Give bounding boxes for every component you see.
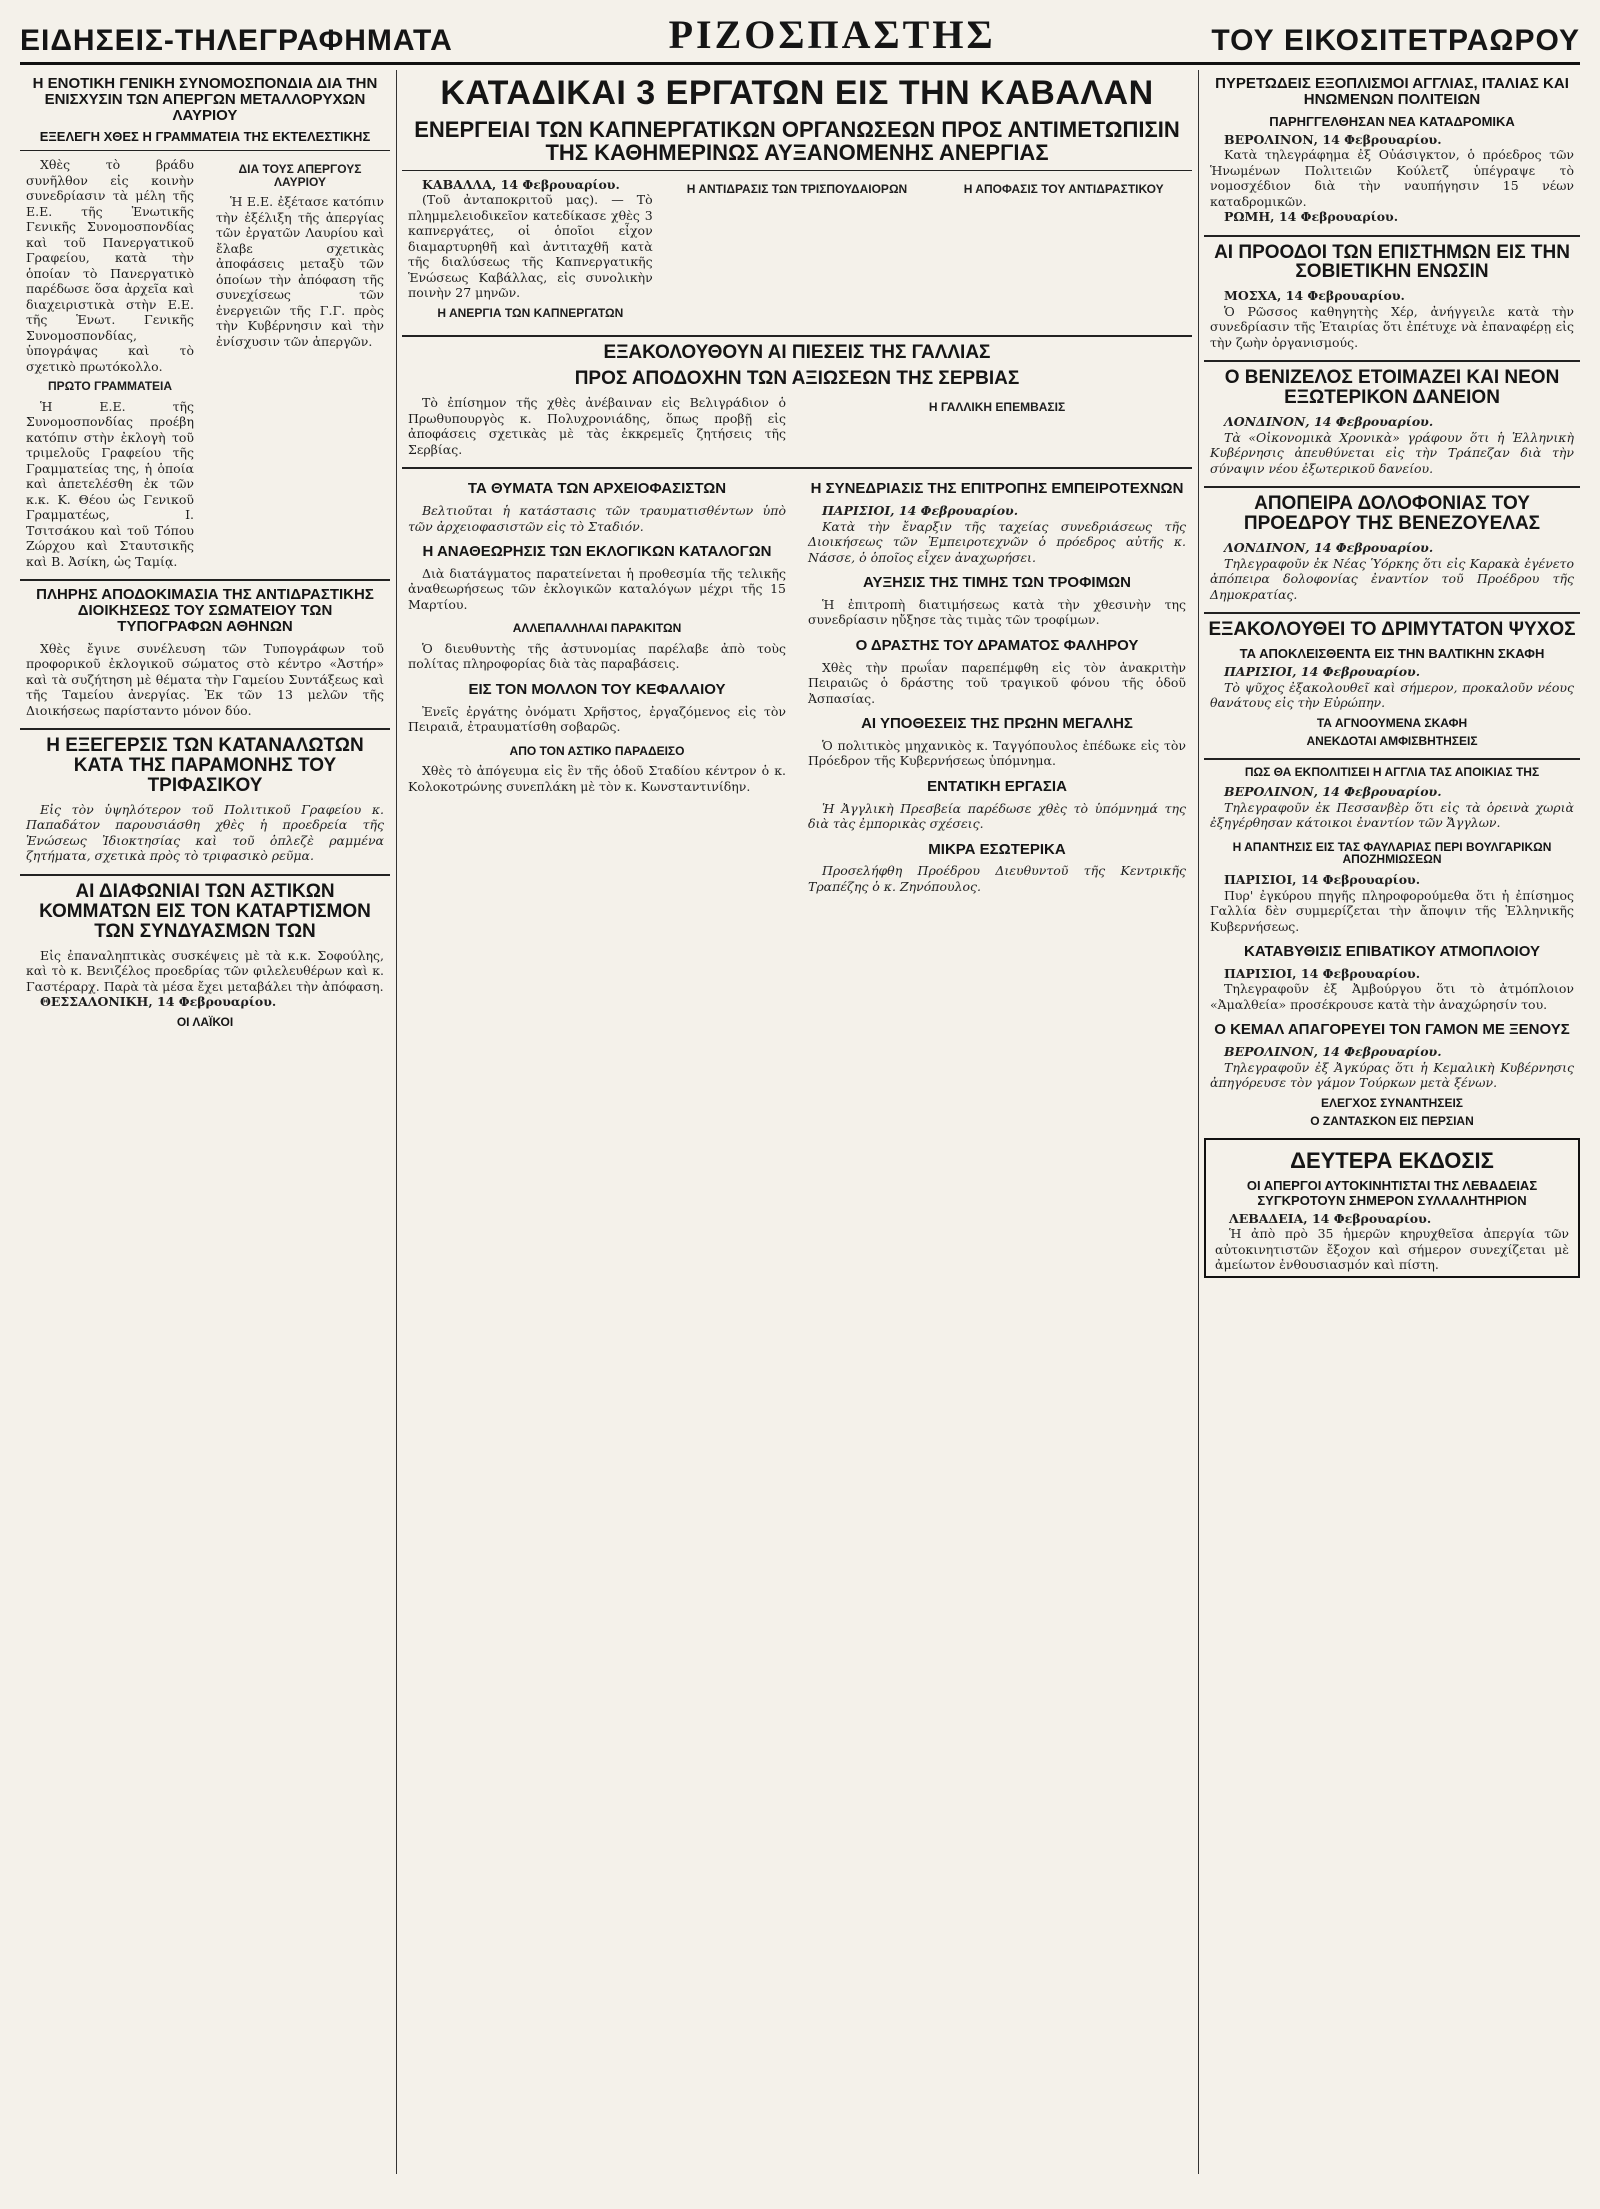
article-typographers <box>20 587 390 718</box>
headline: Ο ΔΡΑΣΤΗΣ ΤΟΥ ΔΡΑΜΑΤΟΣ ΦΑΛΗΡΟΥ <box>855 636 1139 654</box>
section-heading: ΤΑ ΑΓΝΟΟΥΜΕΝΑ ΣΚΑΦΗ <box>1316 715 1468 730</box>
article-text: Ὁ Ρῶσσος καθηγητὴς Χέρ, ἀνήγγειλε κατὰ τὴν συνεδρίασιν τῆς Ἑταιρίας ὅτι ἐπέτυχε νὰ ἐπαναφέρῃ εἰς τὴν ζωὴν ὀργανισμούς. <box>1210 303 1574 350</box>
article-pireas <box>402 622 792 672</box>
article-text: Κατὰ τὴν ἔναρξιν τῆς ταχείας συνεδριάσεως τῆς Διοικήσεως τῶν Ἐμπειροτεχνῶν ὁ πρόεδρος αὐτῆς κ. Νάσσε, ὁ ὁποῖος εἶχεν ἀναχωρήσει. <box>808 518 1186 565</box>
article-text: Ἐνεῖς ἐργάτης ὀνόματι Χρῆστος, ἐργαζόμενος εἰς τὸν Πειραιᾶ, ἐτραυματίσθη σοβαρῶς. <box>408 703 786 735</box>
headline-secondary: ΕΝΕΡΓΕΙΑΙ ΤΩΝ ΚΑΠΝΕΡΓΑΤΙΚΩΝ ΟΡΓΑΝΩΣΕΩΝ ΠΡΟΣ ΑΝΤΙΜΕΤΩΠΙΣΙΝ ΤΗΣ ΚΑΘΗΜΕΡΙΝΩΣ ΑΥΞΑΝΟΜΕΝΗΣ ΑΝΕΡΓΙΑΣ <box>414 116 1180 165</box>
section-heading: Η ΓΑΛΛΙΚΗ ΕΠΕΜΒΑΣΙΣ <box>928 400 1066 415</box>
article-text: Ἡ Ἀγγλικὴ Πρεσβεία παρέδωσε χθὲς τὸ ὑπόμνημά της διὰ τὰς ἐμπορικὰς σχέσεις. <box>808 800 1186 832</box>
article-bulgarian <box>1204 841 1580 934</box>
dateline: ΒΕΡΟΛΙΝΟΝ, 14 Φεβρουαρίου. <box>1224 131 1442 147</box>
headline: ΚΑΤΑΔΙΚΑΙ 3 ΕΡΓΑΤΩΝ ΕΙΣ ΤΗΝ ΚΑΒΑΛΑΝ <box>440 74 1154 112</box>
article-text: Ὁ διευθυντὴς τῆς ἀστυνομίας παρέλαβε ἀπὸ τοὺς πολίτας πληροφορίας διὰ τὰς παραβάσεις. <box>408 640 786 672</box>
headline: ΕΞΑΚΟΛΟΥΘΕΙ ΤΟ ΔΡΙΜΥΤΑΤΟΝ ΨΥΧΟΣ <box>1208 619 1576 641</box>
headline: Ο ΚΕΜΑΛ ΑΠΑΓΟΡΕΥΕΙ ΤΟΝ ΓΑΜΟΝ ΜΕ ΞΕΝΟΥΣ <box>1214 1021 1570 1039</box>
article-text: Ἡ Ε.Ε. τῆς Συνομοσπονδίας προέβη κατόπιν στὴν ἐκλογὴ τοῦ τριμελοῦς Γραφείου τῆς Γραμματείας της, ἡ ὁποία καὶ ἀπετελέσθη ἐκ τῶν κ.κ. Κ. Θέου ὡς Γενικοῦ Γραμματέως, Ι. Τσιτσάκου καὶ τοῦ Τόπου Ζώρχου καὶ Σταυτσικῆς καὶ Β. Ἀσίκη, ὡς Ταμίᾳ. <box>26 398 194 569</box>
article-text: Τὰ «Οἰκονομικὰ Χρονικὰ» γράφουν ὅτι ἡ Ἑλληνικὴ Κυβέρνησις ἀπευθύνεται εἰς τὴν Τράπεζαν διὰ τὴν σύναψιν νέου ἐξωτερικοῦ δανείου. <box>1210 429 1574 476</box>
article-ypotheseis <box>802 716 1192 769</box>
dateline: ΠΑΡΙΣΙΟΙ, 14 Φεβρουαρίου. <box>1224 965 1421 981</box>
newspaper-page <box>20 14 1580 2174</box>
article-timon <box>802 575 1192 628</box>
section-heading: ΑΛΛΕΠΑΛΛΗΛΑΙ ΠΑΡΑΚΙΤΩΝ <box>512 621 682 636</box>
headline: ΚΑΤΑΒΥΘΙΣΙΣ ΕΠΙΒΑΤΙΚΟΥ ΑΤΜΟΠΛΟΙΟΥ <box>1244 943 1540 961</box>
subheadline: ΕΞΕΛΕΓΗ ΧΘΕΣ Η ΓΡΑΜΜΑΤΕΙΑ ΤΗΣ ΕΚΤΕΛΕΣΤΙΚΗΣ <box>39 129 371 145</box>
columns <box>20 70 1580 2174</box>
subheadline: ΠΑΡΗΓΓΕΛΘΗΣΑΝ ΝΕΑ ΚΑΤΑΔΡΟΜΙΚΑ <box>1269 113 1515 129</box>
article-france <box>402 343 1192 457</box>
article-text: Χθὲς τὸ ἀπόγευμα εἰς ἓν τῆς ὁδοῦ Σταδίου κέντρον ὁ κ. Κολοκοτρώνης συνεπλάκη μὲ τὸν κ. Κωνσταντινίδην. <box>408 763 786 794</box>
article-venizelos <box>1204 368 1580 476</box>
dateline: ΘΕΣΣΑΛΟΝΙΚΗ, 14 Φεβρουαρίου. <box>40 994 277 1010</box>
article-second-edition <box>1204 1138 1580 1278</box>
headline: Η ΣΥΝΕΔΡΙΑΣΙΣ ΤΗΣ ΕΠΙΤΡΟΠΗΣ ΕΜΠΕΙΡΟΤΕΧΝΩΝ <box>810 480 1184 498</box>
section-heading: ΕΛΕΓΧΟΣ ΣΥΝΑΝΤΗΣΕΙΣ <box>1320 1095 1464 1110</box>
article-soviet-science <box>1204 243 1580 351</box>
dateline: ΠΑΡΙΣΙΟΙ, 14 Φεβρουαρίου. <box>1224 664 1421 680</box>
headline: ΜΙΚΡΑ ΕΣΩΤΕΡΙΚΑ <box>928 840 1066 858</box>
dateline: ΛΕΒΑΔΕΙΑ, 14 Φεβρουαρίου. <box>1229 1210 1432 1226</box>
article-text: Τηλεγραφοῦν ἐκ Πεσσανβὲρ ὅτι εἰς τὰ ὁρεινὰ χωριὰ ἐξηγέρθησαν κάτοικοι ἐναντίον τῶν Ἄγγλων. <box>1210 799 1574 831</box>
article-cold <box>1204 620 1580 748</box>
headline: ΠΩΣ ΘΑ ΕΚΠΟΛΙΤΙΣΕΙ Η ΑΓΓΛΙΑ ΤΑΣ ΑΠΟΙΚΙΑΣ ΤΗΣ <box>1244 764 1540 779</box>
article-text: Κατὰ τηλεγράφημα ἐξ Οὐάσιγκτον, ὁ πρόεδρος τῶν Ἡνωμένων Πολιτειῶν Κούλετζ ὑπέγραψε τὸ νομοσχέδιον διὰ τὴν ναυπήγησιν 15 νέων καταδρομικῶν. <box>1210 147 1574 209</box>
article-text: Ὁ πολιτικὸς μηχανικὸς κ. Ταγγόπουλος ἐπέδωκε εἰς τὸν Πρόεδρον τῆς Κυβερνήσεως ὑπόμνημα. <box>808 737 1186 769</box>
section-heading: ΠΡΩΤΟ ΓΡΑΜΜΑΤΕΙΑ <box>47 379 173 394</box>
bottom-grid <box>402 475 1192 904</box>
article-text: Ἡ Ε.Ε. ἐξέτασε κατόπιν τὴν ἐξέλιξη τῆς ἀπεργίας τῶν ἐργατῶν Λαυρίου καὶ ἔλαβε σχετικὰς ἀποφάσεις μεταξὺ τῶν ὁποίων τὴν ἀπόφαση τῆς συνεχίσεως τῶν ἐνεργειῶν τῆς Γ.Γ. πρὸς τὴν Κυβέρνησιν καὶ τὴν ἐνίσχυσιν τῶν ἀπεργῶν. <box>216 194 384 349</box>
article-text: Τὸ ψῦχος ἐξακολουθεῖ καὶ σήμερον, προκαλοῦν νέους θανάτους εἰς τὴν Εὐρώπην. <box>1210 679 1574 711</box>
headline: Η ΕΝΟΤΙΚΗ ΓΕΝΙΚΗ ΣΥΝΟΜΟΣΠΟΝΔΙΑ ΔΙΑ ΤΗΝ ΕΝΙΣΧΥΣΙΝ ΤΩΝ ΑΠΕΡΓΩΝ ΜΕΤΑΛΛΟΡΥΧΩΝ ΛΑΥΡΙΟΥ <box>32 75 378 124</box>
headline: ΑΥΞΗΣΙΣ ΤΗΣ ΤΙΜΗΣ ΤΩΝ ΤΡΟΦΙΜΩΝ <box>863 574 1131 592</box>
headline: ΕΞΑΚΟΛΟΥΘΟΥΝ ΑΙ ΠΙΕΣΕΙΣ ΤΗΣ ΓΑΛΛΙΑΣ <box>603 342 991 364</box>
section-heading: ΔΙΑ ΤΟΥΣ ΑΠΕΡΓΟΥΣ ΛΑΥΡΙΟΥ <box>238 162 362 189</box>
article-text: Διὰ διατάγματος παρατείνεται ἡ προθεσμία τῆς τελικῆς ἀναθεωρήσεως τῶν ἐκλογικῶν καταλόγων μέχρι τῆς 15 Μαρτίου. <box>408 565 786 612</box>
article-text: Τηλεγραφοῦν ἐξ Ἀγκύρας ὅτι ἡ Κεμαλικὴ Κυβέρνησις ἀπηγόρευσε τὸν γάμον Τούρκων μετὰ ξένων. <box>1210 1059 1574 1091</box>
headline: ΠΛΗΡΗΣ ΑΠΟΔΟΚΙΜΑΣΙΑ ΤΗΣ ΑΝΤΙΔΡΑΣΤΙΚΗΣ ΔΙΟΙΚΗΣΕΩΣ ΤΟΥ ΣΩΜΑΤΕΙΟΥ ΤΩΝ ΤΥΠΟΓΡΑΦΩΝ ΑΘΗΝΩΝ <box>36 586 374 635</box>
subheadline: ΤΑ ΑΠΟΚΛΕΙΣΘΕΝΤΑ ΕΙΣ ΤΗΝ ΒΑΛΤΙΚΗΝ ΣΚΑΦΗ <box>1239 646 1545 662</box>
headline: ΔΕΥΤΕΡΑ ΕΚΔΟΣΙΣ <box>1290 1147 1494 1173</box>
newspaper-title: ΡΙΖΟΣΠΑΣΤΗΣ <box>668 12 996 57</box>
headline: ΑΠΟΠΕΙΡΑ ΔΟΛΟΦΟΝΙΑΣ ΤΟΥ ΠΡΟΕΔΡΟΥ ΤΗΣ ΒΕΝΕΖΟΥΕΛΑΣ <box>1243 493 1541 535</box>
headline: ΕΝΤΑΤΙΚΗ ΕΡΓΑΣΙΑ <box>927 777 1067 795</box>
headline: Η ΕΞΕΓΕΡΣΙΣ ΤΩΝ ΚΑΤΑΝΑΛΩΤΩΝ ΚΑΤΑ ΤΗΣ ΠΑΡΑΜΟΝΗΣ ΤΟΥ ΤΡΙΦΑΣΙΚΟΥ <box>46 735 364 796</box>
section-heading: ΟΙ ΛΑΪΚΟΙ <box>176 1014 234 1029</box>
article-eklog <box>402 544 792 612</box>
column-right <box>1204 70 1580 2174</box>
masthead-left: ΕΙΔΗΣΕΙΣ-ΤΗΛΕΓΡΑΦΗΜΑΤΑ <box>20 24 453 57</box>
article-asty <box>402 745 792 795</box>
dateline: ΠΑΡΙΣΙΟΙ, 14 Φεβρουαρίου. <box>1224 872 1421 888</box>
article-epitropi <box>802 481 1192 565</box>
headline: ΠΥΡΕΤΩΔΕΙΣ ΕΞΟΠΛΙΣΜΟΙ ΑΓΓΛΙΑΣ, ΙΤΑΛΙΑΣ ΚΑΙ ΗΝΩΜΕΝΩΝ ΠΟΛΙΤΕΙΩΝ <box>1215 75 1569 108</box>
article-text: Χθὲς τὸ βράδυ συνῆλθον εἰς κοινὴν συνεδρίασιν τὰ μέλη τῆς Ε.Ε. τῆς Ἑνωτικῆς Γενικῆς Συνομοσπονδίας καὶ τοῦ Πανεργατικοῦ Γραφείου, κατὰ τὴν ὁποίαν τὸ Πανεργατικὸ παρέδωσε ὅσα ἀρχεῖα καὶ διαχειριστικὰ στὴν Ε.Ε. τῆς Ἑνωτ. Γενικῆς Συνομοσπονδίας, ὑπογράψας καὶ τὸ σχετικὸ πρωτόκολλο. <box>26 157 194 374</box>
headline: Ο ΒΕΝΙΖΕΛΟΣ ΕΤΟΙΜΑΖΕΙ ΚΑΙ ΝΕΟΝ ΕΞΩΤΕΡΙΚΟΝ ΔΑΝΕΙΟΝ <box>1224 367 1560 409</box>
dateline: ΜΟΣΧΑ, 14 Φεβρουαρίου. <box>1224 288 1405 304</box>
headline-secondary: ΠΡΟΣ ΑΠΟΔΟΧΗΝ ΤΩΝ ΑΞΙΩΣΕΩΝ ΤΗΣ ΣΕΡΒΙΑΣ <box>574 368 1020 390</box>
article-kemal <box>1204 1022 1580 1127</box>
article-steamship <box>1204 944 1580 1012</box>
masthead <box>20 14 1580 65</box>
article-mikra <box>802 842 1192 895</box>
headline: Η ΑΠΑΝΤΗΣΙΣ ΕΙΣ ΤΑΣ ΦΑΥΛΑΡΙΑΣ ΠΕΡΙ ΒΟΥΛΓΑΡΙΚΩΝ ΑΠΟΖΗΜΙΩΣΕΩΝ <box>1232 839 1552 867</box>
dateline: ΠΑΡΙΣΙΟΙ, 14 Φεβρουαρίου. <box>822 503 1019 519</box>
article-colonies <box>1204 766 1580 831</box>
article-text: Χθὲς ἔγινε συνέλευση τῶν Τυπογράφων τοῦ προφορικοῦ ἐκλογικοῦ σώματος στὸ κέντρο «Ἀστήρ» καὶ τὰ συζήτηση μὲ θέματα τὴν Γαμείου Συντάξεως καὶ τῆς Ταμείου ἀνεργίας. Ἐκ τῶν 13 μελῶν τῆς Διοικήσεως παρίσταντο μόνον δύο. <box>26 640 384 718</box>
masthead-right: ΤΟΥ ΕΙΚΟΣΙΤΕΤΡΑΩΡΟΥ <box>1211 24 1580 57</box>
article-text: Εἰς τὸν ὑψηλότερον τοῦ Πολιτικοῦ Γραφείου κ. Παπαδάτον παρουσιάσθη χθὲς ἡ προεδρεία τῆς Ἑνώσεως Ἰδιοκτησίας καὶ τοῦ ὁπλεζὲ ραμμένα ζητήματα, σχετικὰ πρὸς τὸ τριφασικὸ ρεῦμα. <box>26 801 384 864</box>
section-heading: Ο ΖΑΝΤΑΣΚΟΝ ΕΙΣ ΠΕΡΣΙΑΝ <box>1310 1114 1474 1129</box>
section-heading: Η ΑΝΤΙΔΡΑΣΙΣ ΤΩΝ ΤΡΙΣΠΟΥΔΑΙΟΡΩΝ <box>686 181 908 196</box>
article-kavala <box>402 76 1192 325</box>
article-text: (Τοῦ ἀνταποκριτοῦ μας). — Τὸ πλημμελειοδικεῖον κατεδίκασε χθὲς 3 καπνεργάτες, οἱ ὁποῖοι εἶχον διαμαρτυρηθῆ καὶ ἀντιταχθῆ κατὰ τῆς διαλύσεως τῆς Καπνεργατικῆς Ἑνώσεως Καβάλλας, εἰς συνολικὴν ποινὴν 27 μηνῶν. <box>408 192 653 301</box>
article-drastis <box>802 638 1192 706</box>
headline: ΑΙ ΥΠΟΘΕΣΕΙΣ ΤΗΣ ΠΡΩΗΝ ΜΕΓΑΛΗΣ <box>861 715 1133 733</box>
article-text: Πυρ' ἐγκύρου πηγῆς πληροφορούμεθα ὅτι ἡ ἐπίσημος Γαλλία δὲν συμμερίζεται τὴν ἄποψιν τῆς Ἑλληνικῆς Κυβερνήσεως. <box>1210 887 1574 934</box>
article-text: Εἰς ἐπαναληπτικὰς συσκέψεις μὲ τὰ κ.κ. Σοφούλης, καὶ τὸ κ. Βενιζέλος προεδρίας τῶν φιλελευθέρων καὶ κ. Γαστέραρχ. Παρὰ τὰ μέσα ἔχει μεταβάλει τὴν ἀπόφαση. <box>26 947 384 994</box>
article-text: Τὸ ἐπίσημον τῆς χθὲς ἀνέβαιναν εἰς Βελιγράδιον ὁ Πρωθυπουργὸς κ. Πολυχρονιάδης, ὅπως προβῇ εἰς ἀποφάσεις σχετικὰς μὲ τὰς ἐκκρεμεῖς ζητήσεις τῆς Σερβίας. <box>408 395 786 457</box>
article-text: Τηλεγραφοῦν ἐκ Νέας Ὑόρκης ὅτι εἰς Καρακὰ ἐγένετο ἀπόπειρα δολοφονίας ἐναντίον τοῦ Προέδρου τῆς Δημοκρατίας. <box>1210 555 1574 602</box>
dateline: ΒΕΡΟΛΙΝΟΝ, 14 Φεβρουαρίου. <box>1224 1044 1442 1060</box>
article-text: Τηλεγραφοῦν ἐξ Ἀμβούργου ὅτι τὸ ἀτμόπλοιον «Ἀμαλθεία» προσέκρουσε κατὰ τὴν ἀναχώρησίν του. <box>1210 981 1574 1012</box>
headline: Η ΑΝΑΘΕΩΡΗΣΙΣ ΤΩΝ ΕΚΛΟΓΙΚΩΝ ΚΑΤΑΛΟΓΩΝ <box>422 543 772 561</box>
headline: ΕΙΣ ΤΟΝ ΜΟΛΛΟΝ ΤΟΥ ΚΕΦΑΛΑΙΟΥ <box>468 680 726 698</box>
article-text: Βελτιοῦται ἡ κατάστασις τῶν τραυματισθέντων ὑπὸ τῶν ἀρχειοφασιστῶν εἰς τὸ Σταδιόν. <box>408 503 786 534</box>
dateline: ΡΩΜΗ, 14 Φεβρουαρίου. <box>1224 209 1399 224</box>
article-text: Χθὲς τὴν πρωΐαν παρεπέμφθη εἰς τὸν ἀνακριτὴν Πειραιῶς ὁ δράστης τοῦ τραγικοῦ φόνου τῆς ὁδοῦ Ἀσπασίας. <box>808 659 1186 706</box>
column-left <box>20 70 390 2174</box>
article-mollos <box>402 682 792 735</box>
section-heading: Η ΑΝΕΡΓΙΑ ΤΩΝ ΚΑΠΝΕΡΓΑΤΩΝ <box>437 305 624 320</box>
dateline: ΛΟΝΔΙΝΟΝ, 14 Φεβρουαρίου. <box>1224 414 1434 430</box>
article-consumers <box>20 736 390 864</box>
article-text: Ἡ ἐπιτροπὴ διατιμήσεως κατὰ τὴν χθεσινὴν της συνεδρίασιν ηὔξησε τὰς τιμὰς τῶν τροφίμων. <box>808 596 1186 628</box>
article-parties <box>20 882 390 1028</box>
article-entatiki <box>802 779 1192 832</box>
subheadline: ΟΙ ΑΠΕΡΓΟΙ ΑΥΤΟΚΙΝΗΤΙΣΤΑΙ ΤΗΣ ΛΕΒΑΔΕΙΑΣ ΣΥΓΚΡΟΤΟΥΝ ΣΗΜΕΡΟΝ ΣΥΛΛΑΛΗΤΗΡΙΟΝ <box>1246 1177 1538 1208</box>
dateline: ΒΕΡΟΛΙΝΟΝ, 14 Φεβρουαρίου. <box>1224 784 1442 800</box>
article-text: Ἡ ἀπὸ πρὸ 35 ἡμερῶν κηρυχθεῖσα ἀπεργία τῶν αὐτοκινητιστῶν ἔξοχον καὶ σήμερον συνεχίζεται μὲ ἀμείωτον ἐνθουσιασμόν καὶ πίστη. <box>1215 1226 1569 1273</box>
dateline: ΚΑΒΑΛΛΑ, 14 Φεβρουαρίου. <box>422 176 620 192</box>
article-archeio <box>402 481 792 534</box>
section-heading: ΑΝΕΚΔΟΤΑΙ ΑΜΦΙΣΒΗΤΗΣΕΙΣ <box>1306 734 1478 749</box>
column-center <box>402 70 1192 2174</box>
dateline: ΛΟΝΔΙΝΟΝ, 14 Φεβρουαρίου. <box>1224 540 1434 556</box>
article-armaments <box>1204 76 1580 225</box>
headline: ΑΙ ΠΡΟΟΔΟΙ ΤΩΝ ΕΠΙΣΤΗΜΩΝ ΕΙΣ ΤΗΝ ΣΟΒΙΕΤΙΚΗΝ ΕΝΩΣΙΝ <box>1214 241 1570 283</box>
section-heading: Η ΑΠΟΦΑΣΙΣ ΤΟΥ ΑΝΤΙΔΡΑΣΤΙΚΟΥ <box>963 181 1164 196</box>
headline: ΑΙ ΔΙΑΦΩΝΙΑΙ ΤΩΝ ΑΣΤΙΚΩΝ ΚΟΜΜΑΤΩΝ ΕΙΣ ΤΟΝ ΚΑΤΑΡΤΙΣΜΟΝ ΤΩΝ ΣΥΝΔΥΑΣΜΩΝ ΤΩΝ <box>39 880 371 942</box>
article-text: Προσελήφθη Προέδρου Διευθυντοῦ τῆς Κεντρικῆς Τραπέζης ὁ κ. Ζηνόπουλος. <box>808 863 1186 894</box>
headline: ΤΑ ΘΥΜΑΤΑ ΤΩΝ ΑΡΧΕΙΟΦΑΣΙΣΤΩΝ <box>467 480 727 498</box>
headline: ΑΠΟ ΤΟΝ ΑΣΤΙΚΟ ΠΑΡΑΔΕΙΣΟ <box>509 743 685 758</box>
article-venezuela <box>1204 494 1580 602</box>
article-syndicate <box>20 76 390 569</box>
